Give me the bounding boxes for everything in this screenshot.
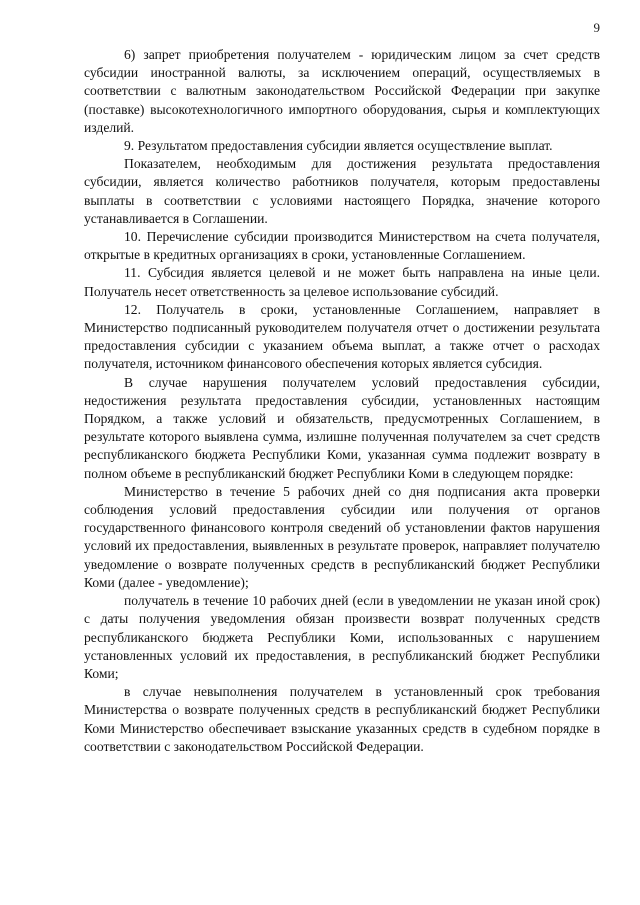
paragraph-recipient-return: получатель в течение 10 рабочих дней (если в уведомлении не указан иной срок) с даты получения уведомления обязан произвести возврат полученных средств республиканского бюджета Республики Коми, использованных с нарушением установленных условий их предоставления, в республиканский бюджет Республики Коми;: [84, 593, 600, 681]
paragraph-indicator: Показателем, необходимым для достижения результата предоставления субсидии, является количество работников получателя, которым предоставлены выплаты в соответствии с условиями настоящего Порядка, значение которого устанавливается в Соглашении.: [84, 156, 600, 226]
paragraph-ministry-notice: Министерство в течение 5 рабочих дней со дня подписания акта проверки соблюдения условий предоставления субсидии или получения от органов государственного финансового контроля сведений об установлении фактов нарушения условий их предоставления, выявленных в результате проверок, направляет получателю уведомление о возврате полученных средств в республиканский бюджет Республики Коми (далее - уведомление);: [84, 483, 600, 590]
paragraph-clause-12: 12. Получатель в сроки, установленные Соглашением, направляет в Министерство подписанный руководителем получателя отчет о достижении результата предоставления субсидии с указанием объема выплат, а также отчет о расходах получателя, источником финансового обеспечения которых является субсидия.: [84, 301, 600, 372]
paragraph-court-recovery: в случае невыполнения получателем в установленный срок требования Министерства о возврате полученных средств в республиканский бюджет Республики Коми Министерство обеспечивает взыскание указанных средств в судебном порядке в соответствии с законодательством Российской Федерации.: [84, 684, 600, 754]
document-body: [84, 46, 600, 756]
paragraph-clause-10: 10. Перечисление субсидии производится Министерством на счета получателя, открытые в кредитных организациях в сроки, установленные Соглашением.: [84, 229, 600, 263]
paragraph-clause-11: 11. Субсидия является целевой и не может быть направлена на иные цели. Получатель несет ответственность за целевое использование субсидий.: [84, 265, 600, 299]
paragraph-item-6: 6) запрет приобретения получателем - юридическим лицом за счет средств субсидии иностранной валюты, за исключением операций, осуществляемых в соответствии с валютным законодательством Российской Федерации при закупке (поставке) высокотехнологичного импортного оборудования, сырья и комплектующих изделий.: [84, 47, 600, 135]
paragraph-violation-case: В случае нарушения получателем условий предоставления субсидии, недостижения результата предоставления субсидии, установленных настоящим Порядком, а также условий и обязательств, предусмотренных Соглашением, в результате которого выявлена сумма, излишне полученная получателем за счет средств республиканского бюджета Республики Коми, указанная сумма подлежит возврату в полном объеме в республиканский бюджет Республики Коми в следующем порядке:: [84, 374, 600, 481]
page-number: 9: [593, 20, 600, 35]
paragraph-clause-9: 9. Результатом предоставления субсидии является осуществление выплат.: [124, 138, 553, 154]
